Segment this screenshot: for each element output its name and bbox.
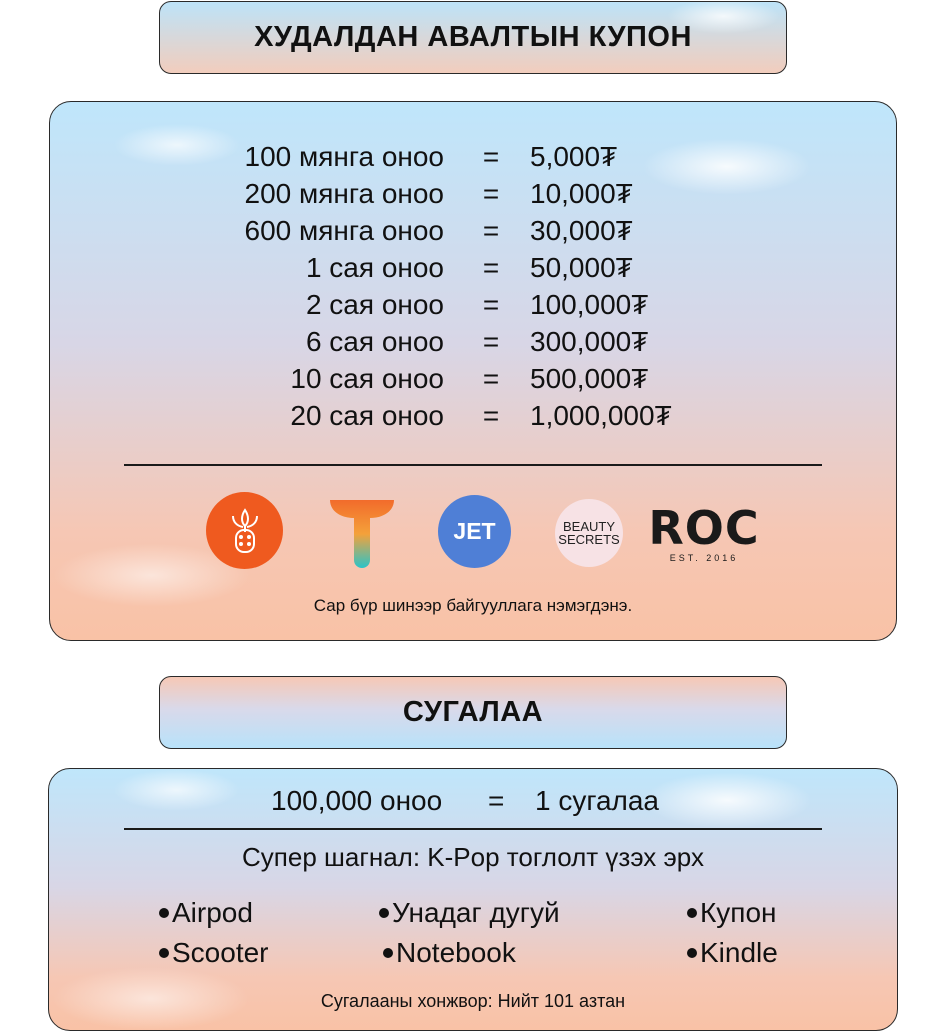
bullet-icon (687, 908, 697, 918)
coupon-divider (124, 464, 822, 466)
lottery-panel (48, 768, 898, 1031)
rate-points: 6 сая оноо (305, 326, 444, 357)
prize-label: Scooter (172, 937, 269, 968)
prize-label: Notebook (396, 937, 516, 968)
rate-points: 1 сая оноо (305, 252, 444, 283)
beauty-logo-line2: SECRETS (558, 532, 620, 547)
lottery-title-box (159, 676, 787, 749)
rate-value: 30,000₮ (530, 215, 633, 246)
rate-equals: = (482, 400, 500, 431)
rate-points: 2 сая оноо (305, 289, 444, 320)
lottery-title: СУГАЛАА (402, 696, 544, 728)
rate-value: 1,000,000₮ (530, 400, 672, 431)
rate-points: 10 сая оноо (290, 363, 444, 394)
partner-logo-roc (648, 498, 760, 568)
bullet-icon (379, 908, 389, 918)
partner-logo-jet (438, 495, 511, 568)
jet-logo-label: JET (453, 518, 496, 544)
partner-logo-beauty-secrets (555, 499, 623, 567)
coupon-title-box (159, 1, 787, 74)
rate-value: 5,000₮ (530, 141, 618, 172)
prize-item (379, 895, 560, 931)
partner-logo-plant (206, 492, 283, 569)
rate-row (50, 138, 896, 175)
prize-label: Kindle (700, 937, 778, 968)
roc-logo-sub: EST. 2016 (669, 552, 739, 563)
rate-row (50, 323, 896, 360)
prize-label: Airpod (172, 897, 253, 928)
rate-equals: = (482, 252, 500, 283)
t-logo-icon (326, 496, 398, 568)
rate-points: 20 сая оноо (290, 400, 444, 431)
prize-label: Купон (700, 897, 777, 928)
rate-equals: = (482, 289, 500, 320)
rate-points: 600 мянга оноо (244, 215, 444, 246)
rate-equals: = (482, 326, 500, 357)
super-prize: Супер шагнал: K-Pop тоглолт үзэх эрх (242, 842, 704, 872)
rate-value: 100,000₮ (530, 289, 649, 320)
bullet-icon (159, 948, 169, 958)
plant-logo-icon (223, 506, 267, 556)
rate-points: 200 мянга оноо (244, 178, 444, 209)
rate-equals: = (482, 141, 500, 172)
coupon-title: ХУДАЛДАН АВАЛТЫН КУПОН (254, 21, 692, 53)
beauty-logo-line1: BEAUTY (562, 519, 615, 534)
rate-equals: = (482, 178, 500, 209)
lottery-rate-points: 100,000 оноо (271, 785, 443, 816)
partner-note: Сар бүр шинээр байгууллага нэмэгдэнэ. (313, 596, 633, 615)
rate-value: 300,000₮ (530, 326, 649, 357)
prize-label: Унадаг дугуй (392, 897, 560, 928)
rate-equals: = (482, 363, 500, 394)
bullet-icon (159, 908, 169, 918)
lottery-winners: Сугалааны хонжвор: Нийт 101 азтан (320, 991, 626, 1011)
coupon-rates-panel (49, 101, 897, 641)
lottery-rate-value: 1 сугалаа (535, 785, 660, 816)
prize-item (159, 895, 253, 931)
lottery-rate-equals: = (488, 785, 505, 816)
rate-value: 500,000₮ (530, 363, 649, 394)
rate-row (50, 249, 896, 286)
rate-points: 100 мянга оноо (244, 141, 444, 172)
prize-item (159, 935, 269, 971)
partner-logo-t (326, 496, 398, 568)
rate-row (50, 286, 896, 323)
prize-item (687, 895, 777, 931)
roc-logo-label: ROC (648, 500, 760, 555)
bullet-icon (687, 948, 697, 958)
rate-row (50, 175, 896, 212)
rate-row (50, 360, 896, 397)
rate-row (50, 397, 896, 434)
rate-equals: = (482, 215, 500, 246)
bullet-icon (383, 948, 393, 958)
lottery-divider (124, 828, 822, 830)
rate-row (50, 212, 896, 249)
prize-item (687, 935, 778, 971)
rate-value: 10,000₮ (530, 178, 633, 209)
rate-value: 50,000₮ (530, 252, 633, 283)
prize-item (383, 935, 516, 971)
